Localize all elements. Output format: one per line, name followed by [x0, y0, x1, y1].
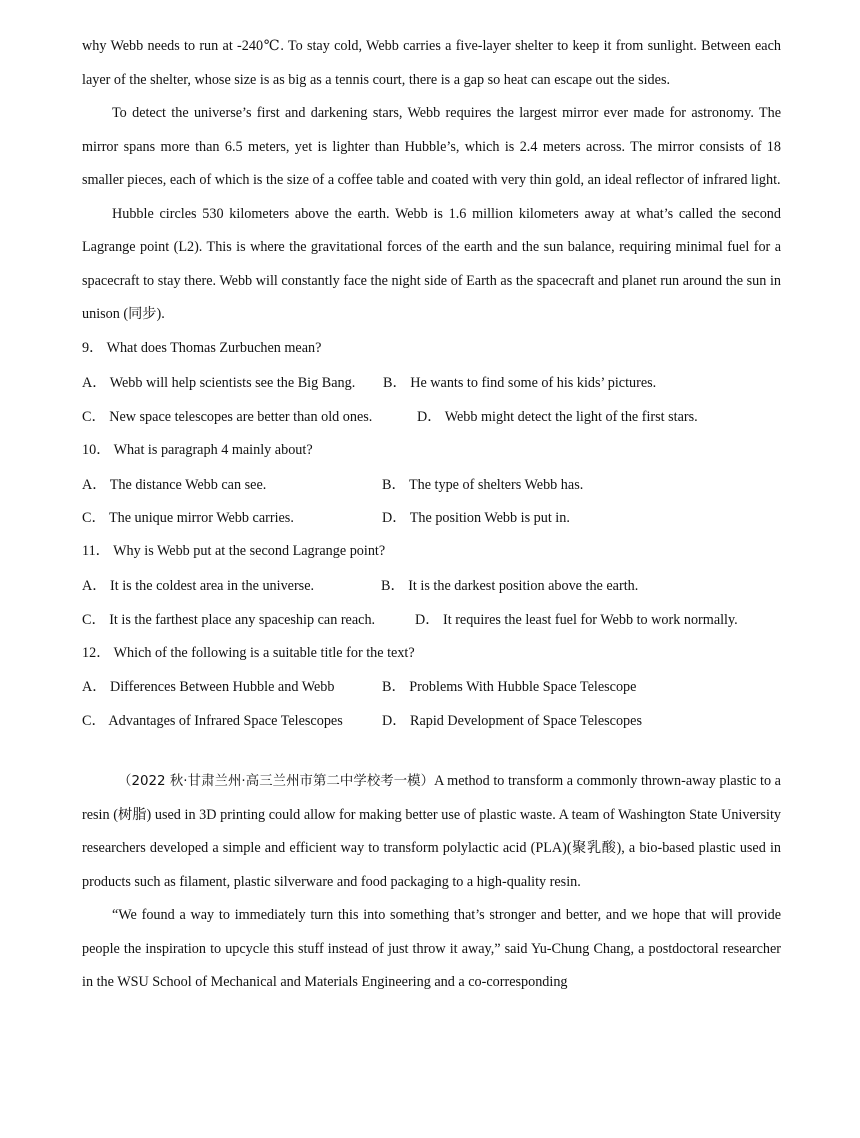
option-d[interactable]: D． Rapid Development of Space Telescopes — [382, 713, 642, 730]
option-a[interactable]: A． It is the coldest area in the universe. — [82, 577, 315, 594]
passage2-paragraph-1 — [82, 765, 781, 899]
document-page — [82, 30, 781, 1000]
passage2-paragraph-2: “We found a way to immediately turn this into something that’s stronger and better, and we hope that will provide people the inspiration to upcycle this stuff instead of just throw it away,” said Yu-Chung Chang, a postdoctoral researcher in the WSU School of Mechanical and Materials Engineering and a co-corresponding — [82, 907, 781, 991]
option-row — [82, 669, 781, 703]
question-9 — [82, 332, 781, 433]
passage1-paragraph-3: Hubble circles 530 kilometers above the earth. Webb is 1.6 million kilometers away at what’s called the second Lagrange point (L2). This is where the gravitational forces of the earth and the sun balance, requiring minimal fuel for a spacecraft to stay there. Webb will constantly face the night side of Earth as the spacecraft and planet run around the sun in unison (同步). — [82, 205, 781, 322]
option-c[interactable]: C． It is the farthest place any spaceship can reach. — [82, 611, 376, 628]
option-row — [82, 703, 781, 737]
question-stem: 10． What is paragraph 4 mainly about? — [82, 441, 313, 458]
option-b[interactable]: B． Problems With Hubble Space Telescope — [382, 679, 637, 696]
section-spacer — [82, 737, 781, 765]
option-row — [82, 467, 781, 501]
option-a[interactable]: A． The distance Webb can see. — [82, 476, 267, 493]
option-d[interactable]: D． It requires the least fuel for Webb to work normally. — [415, 611, 738, 628]
question-10 — [82, 433, 781, 534]
option-d[interactable]: D． Webb might detect the light of the first stars. — [417, 408, 698, 425]
option-c[interactable]: C． Advantages of Infrared Space Telescopes — [82, 713, 343, 730]
question-stem: 9． What does Thomas Zurbuchen mean? — [82, 340, 322, 357]
option-b[interactable]: B． The type of shelters Webb has. — [382, 476, 584, 493]
option-a[interactable]: A． Webb will help scientists see the Big Bang. — [82, 375, 356, 392]
option-c[interactable]: C． New space telescopes are better than old ones. — [82, 408, 373, 425]
option-b[interactable]: B． He wants to find some of his kids’ pictures. — [383, 375, 657, 392]
option-row — [82, 399, 781, 433]
passage1-paragraph-1: why Webb needs to run at -240℃. To stay cold, Webb carries a five-layer shelter to keep it from sunlight. Between each layer of the shelter, whose size is as big as a tennis court, there is a gap so heat can escape out the sides. — [82, 38, 781, 88]
option-row — [82, 500, 781, 534]
source-citation: （2022 秋·甘肃兰州·高三兰州市第二中学校考一模） — [118, 774, 435, 790]
option-c[interactable]: C． The unique mirror Webb carries. — [82, 510, 294, 527]
passage2-paragraph-1-text: A method to transform a commonly thrown-away plastic to a resin (树脂) used in 3D printing could allow for making better use of plastic waste. A team of Washington State University researchers developed a simple and efficient way to transform polylactic acid (PLA)(聚乳酸), a bio-based plastic used in products such as filament, plastic silverware and food packaging to a high-quality resin. — [82, 773, 781, 890]
question-12 — [82, 636, 781, 737]
option-row — [82, 365, 781, 399]
option-d[interactable]: D． The position Webb is put in. — [382, 510, 570, 527]
option-b[interactable]: B． It is the darkest position above the earth. — [381, 577, 639, 594]
question-stem: 11． Why is Webb put at the second Lagrange point? — [82, 543, 386, 560]
question-11 — [82, 534, 781, 635]
option-a[interactable]: A． Differences Between Hubble and Webb — [82, 679, 335, 696]
option-row — [82, 568, 781, 602]
passage1-paragraph-2: To detect the universe’s first and darkening stars, Webb requires the largest mirror ever made for astronomy. The mirror spans more than 6.5 meters, yet is lighter than Hubble’s, which is 2.4 meters across. The mirror consists of 18 smaller pieces, each of which is the size of a coffee table and coated with very thin gold, an ideal reflector of infrared light. — [82, 105, 781, 188]
question-stem: 12． Which of the following is a suitable title for the text? — [82, 644, 415, 661]
option-row — [82, 602, 781, 636]
